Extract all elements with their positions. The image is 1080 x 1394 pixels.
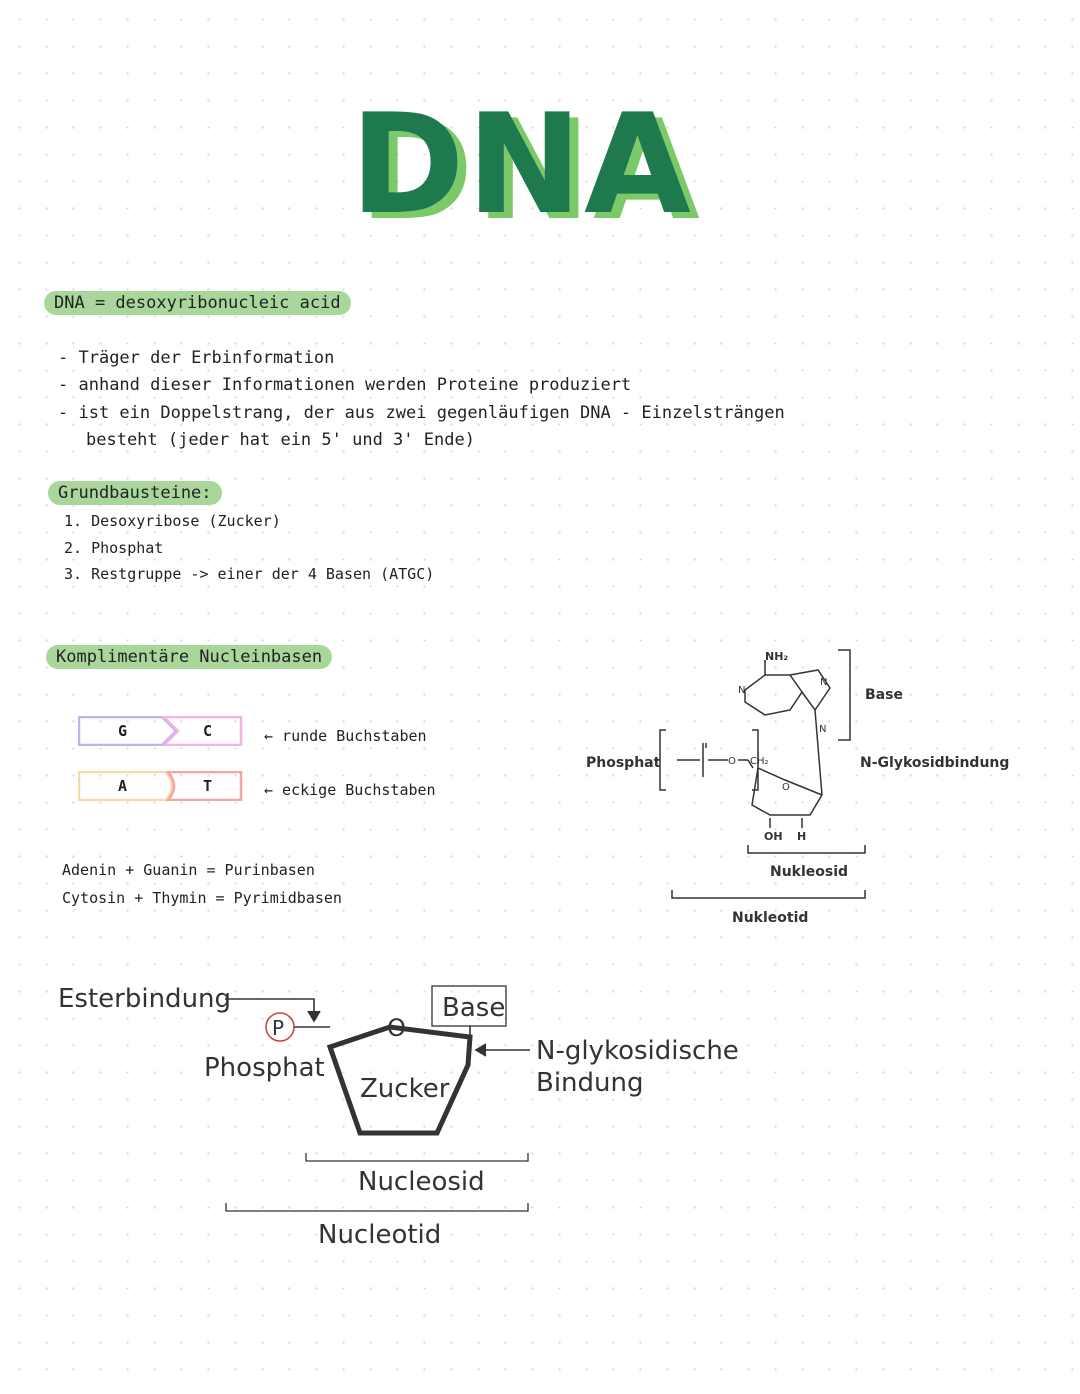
chem-glycosidic-label: N-Glykosidbindung: [860, 755, 1010, 771]
base-a: A: [118, 777, 128, 795]
building-blocks-heading: Grundbausteine:: [48, 481, 222, 505]
phosphat-label: Phosphat: [204, 1053, 325, 1083]
sugar-label: Zucker: [360, 1074, 450, 1104]
chem-nucleoside-label: Nukleosid: [770, 864, 849, 880]
chem-n7: N: [820, 677, 828, 688]
chem-n9: N: [819, 724, 827, 735]
bullet-3-continuation: besteht (jeder hat ein 5' und 3' Ende): [86, 430, 475, 450]
bullet-3: - ist ein Doppelstrang, der aus zwei gegenläufigen DNA - Einzelsträngen: [58, 403, 785, 423]
round-letters-note: ← runde Buchstaben: [264, 727, 427, 745]
base-label: Base: [442, 993, 506, 1023]
chem-h: H: [797, 830, 807, 843]
purine-bases: Adenin + Guanin = Purinbasen: [62, 861, 315, 879]
chem-ch2: CH₂: [750, 756, 769, 767]
angular-letters-note: ← eckige Buchstaben: [264, 781, 436, 799]
chem-ring-oxygen: O: [782, 782, 790, 793]
phosphate-p-symbol: P: [272, 1016, 285, 1040]
bullet-3-text: ist ein Doppelstrang, der aus zwei gegenläufigen DNA - Einzelsträngen: [78, 403, 785, 423]
bullet-1: - Träger der Erbinformation: [58, 348, 335, 368]
building-block-2: 2. Phosphat: [64, 539, 164, 557]
chem-phosphat-label: Phosphat: [586, 755, 661, 771]
base-t: T: [203, 777, 213, 795]
base-pair-gc-shape: [78, 716, 244, 746]
bullet-2: - anhand dieser Informationen werden Proteine produziert: [58, 375, 632, 395]
base-pair-at: [78, 771, 244, 801]
base-pair-gc: [78, 716, 244, 746]
complementary-heading: Komplimentäre Nucleinbasen: [46, 645, 332, 669]
base-g: G: [118, 722, 128, 740]
nucleotide-structure-diagram: [570, 640, 1010, 940]
base-c: C: [203, 722, 213, 740]
chem-base-label: Base: [865, 687, 903, 703]
base-pair-at-shape: [78, 771, 244, 801]
nucleotide-label: Nucleotid: [318, 1220, 442, 1250]
page-title: DNA: [350, 84, 693, 245]
chem-oxygen: O: [728, 756, 736, 767]
chem-n1: N: [738, 685, 746, 696]
building-block-3: 3. Restgruppe -> einer der 4 Basen (ATGC): [64, 565, 435, 583]
bullet-1-text: Träger der Erbinformation: [78, 348, 335, 368]
nucleoside-label: Nucleosid: [358, 1167, 485, 1197]
nucleotide-schema-diagram: [50, 975, 750, 1260]
ester-bond-label: Esterbindung: [58, 984, 232, 1014]
bullet-2-text: anhand dieser Informationen werden Proteine produziert: [78, 375, 632, 395]
glycosidic-label-line2: Bindung: [536, 1068, 644, 1098]
chem-nucleotide-label: Nukleotid: [732, 910, 809, 926]
building-block-1: 1. Desoxyribose (Zucker): [64, 512, 281, 530]
pyrimidine-bases: Cytosin + Thymin = Pyrimidbasen: [62, 889, 342, 907]
definition-highlight: DNA = desoxyribonucleic acid: [44, 291, 351, 315]
ring-oxygen-label: O: [387, 1014, 406, 1042]
glycosidic-label-line1: N-glykosidische: [536, 1036, 739, 1066]
chem-nh2: NH₂: [765, 650, 789, 663]
chem-oh: OH: [764, 830, 783, 843]
